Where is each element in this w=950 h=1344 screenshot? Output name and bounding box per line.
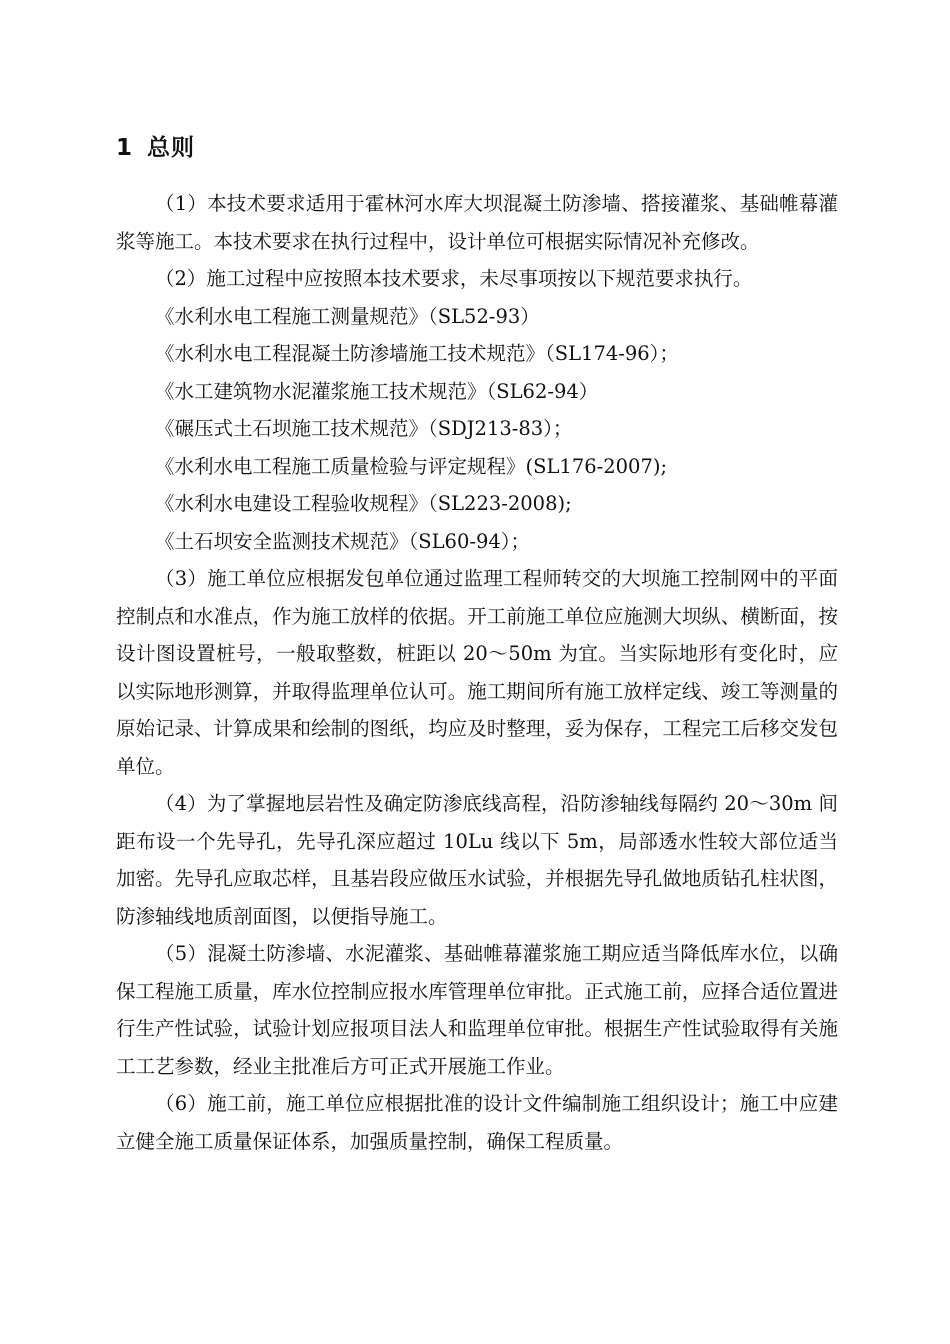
section-title: 总则 — [147, 135, 196, 161]
body-text — [116, 185, 838, 1160]
paragraph-3: （3）施工单位应根据发包单位通过监理工程师转交的大坝施工控制网中的平面控制点和水准点，作为施工放样的依据。开工前施工单位应施测大坝纵、横断面，按设计图设置桩号，一般取整数，桩距以 20～50m 为宜。当实际地形有变化时，应以实际地形测算，并取得监理单位认可。施工期间所有施工放样定线、竣工等测量的原始记录、计算成果和绘制的图纸，均应及时整理，妥为保存，工程完工后移交发包单位。 — [116, 567, 838, 778]
reference-item: 《水工建筑物水泥灌浆施工技术规范》（SL62-94） — [155, 379, 599, 403]
paragraph-5: （5）混凝土防渗墙、水泥灌浆、基础帷幕灌浆施工期应适当降低库水位，以确保工程施工质量，库水位控制应报水库管理单位审批。正式施工前，应择合适位置进行生产性试验，试验计划应报项目法人和监理单位审批。根据生产性试验取得有关施工工艺参数，经业主批准后方可正式开展施工作业。 — [116, 942, 838, 1078]
reference-item: 《水利水电工程混凝土防渗墙施工技术规范》（SL174-96）； — [155, 342, 679, 365]
paragraph-6: （6）施工前，施工单位应根据批准的设计文件编制施工组织设计；施工中应建立健全施工质量保证体系，加强质量控制，确保工程质量。 — [116, 1092, 838, 1153]
reference-item: 《水利水电建设工程验收规程》（SL223-2008); — [155, 492, 572, 515]
paragraph-2: （2）施工过程中应按照本技术要求，未尽事项按以下规范要求执行。 — [155, 267, 753, 290]
section-number: 1 — [116, 135, 134, 161]
reference-item: 《水利水电工程施工质量检验与评定规程》(SL176-2007); — [155, 454, 668, 478]
section-heading — [116, 131, 195, 165]
reference-item: 《碾压式土石坝施工技术规范》（SDJ213-83）； — [155, 417, 573, 440]
reference-item: 《水利水电工程施工测量规范》（SL52-93） — [155, 304, 540, 328]
paragraph-1: （1）本技术要求适用于霍林河水库大坝混凝土防渗墙、搭接灌浆、基础帷幕灌浆等施工。本技术要求在执行过程中，设计单位可根据实际情况补充修改。 — [116, 192, 838, 253]
paragraph-4: （4）为了掌握地层岩性及确定防渗底线高程，沿防渗轴线每隔约 20～30m 间距布设一个先导孔，先导孔深应超过 10Lu 线以下 5m，局部透水性较大部位适当加密。先导孔应取芯样，且基岩段应做压水试验，并根据先导孔做地质钻孔柱状图，防渗轴线地质剖面图，以便指导施工。 — [116, 792, 838, 928]
reference-item: 《土石坝安全监测技术规范》（SL60-94）； — [155, 529, 531, 553]
